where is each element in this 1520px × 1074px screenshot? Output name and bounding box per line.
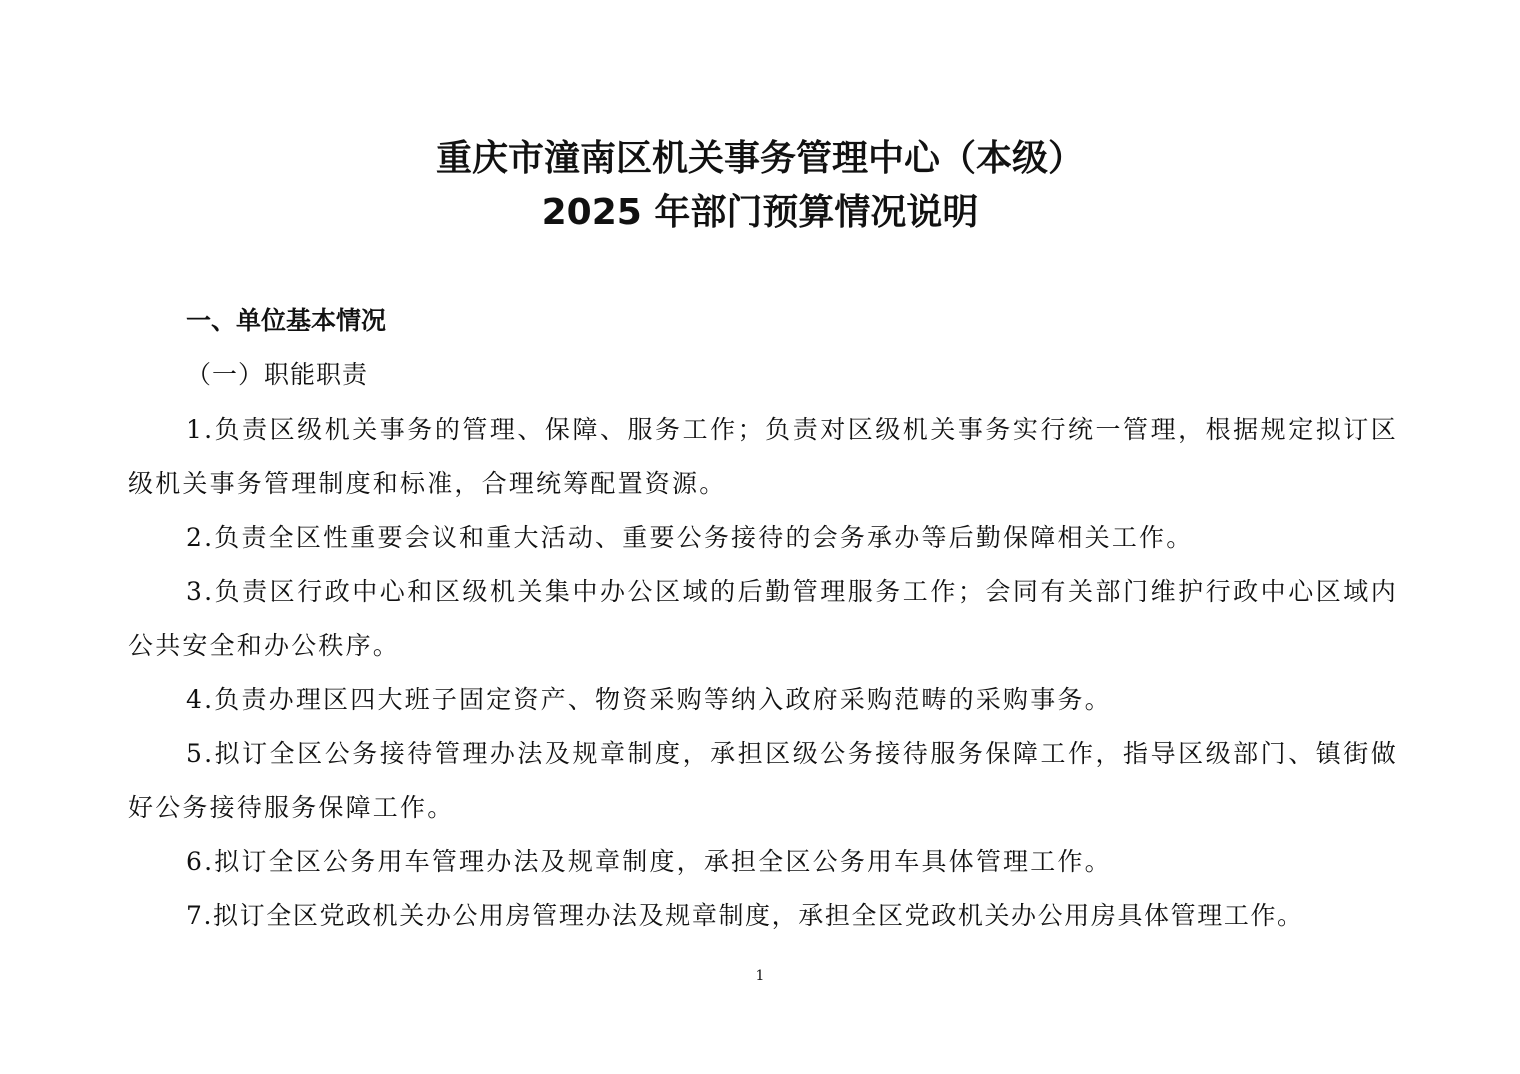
document-title-line2: 2025 年部门预算情况说明 — [541, 192, 979, 233]
section-heading: 一、单位基本情况 — [186, 306, 387, 335]
page-number: 1 — [755, 968, 765, 984]
paragraph-5: 5.拟订全区公务接待管理办法及规章制度，承担区级公务接待服务保障工作，指导区级部门、镇街做好公务接待服务保障工作。 — [128, 739, 1398, 822]
paragraph-6: 6.拟订全区公务用车管理办法及规章制度，承担全区公务用车具体管理工作。 — [186, 847, 1112, 876]
sub-heading: （一）职能职责 — [186, 360, 369, 389]
paragraph-7: 7.拟订全区党政机关办公用房管理办法及规章制度，承担全区党政机关办公用房具体管理工作。 — [186, 901, 1304, 930]
paragraph-1: 1.负责区级机关事务的管理、保障、服务工作；负责对区级机关事务实行统一管理，根据规定拟订区级机关事务管理制度和标准，合理统筹配置资源。 — [128, 415, 1398, 498]
document-title-line1: 重庆市潼南区机关事务管理中心（本级） — [435, 138, 1084, 179]
paragraph-2: 2.负责全区性重要会议和重大活动、重要公务接待的会务承办等后勤保障相关工作。 — [186, 523, 1194, 552]
paragraph-4: 4.负责办理区四大班子固定资产、物资采购等纳入政府采购范畴的采购事务。 — [186, 685, 1112, 714]
paragraph-3: 3.负责区行政中心和区级机关集中办公区域的后勤管理服务工作；会同有关部门维护行政中心区域内公共安全和办公秩序。 — [128, 577, 1398, 660]
